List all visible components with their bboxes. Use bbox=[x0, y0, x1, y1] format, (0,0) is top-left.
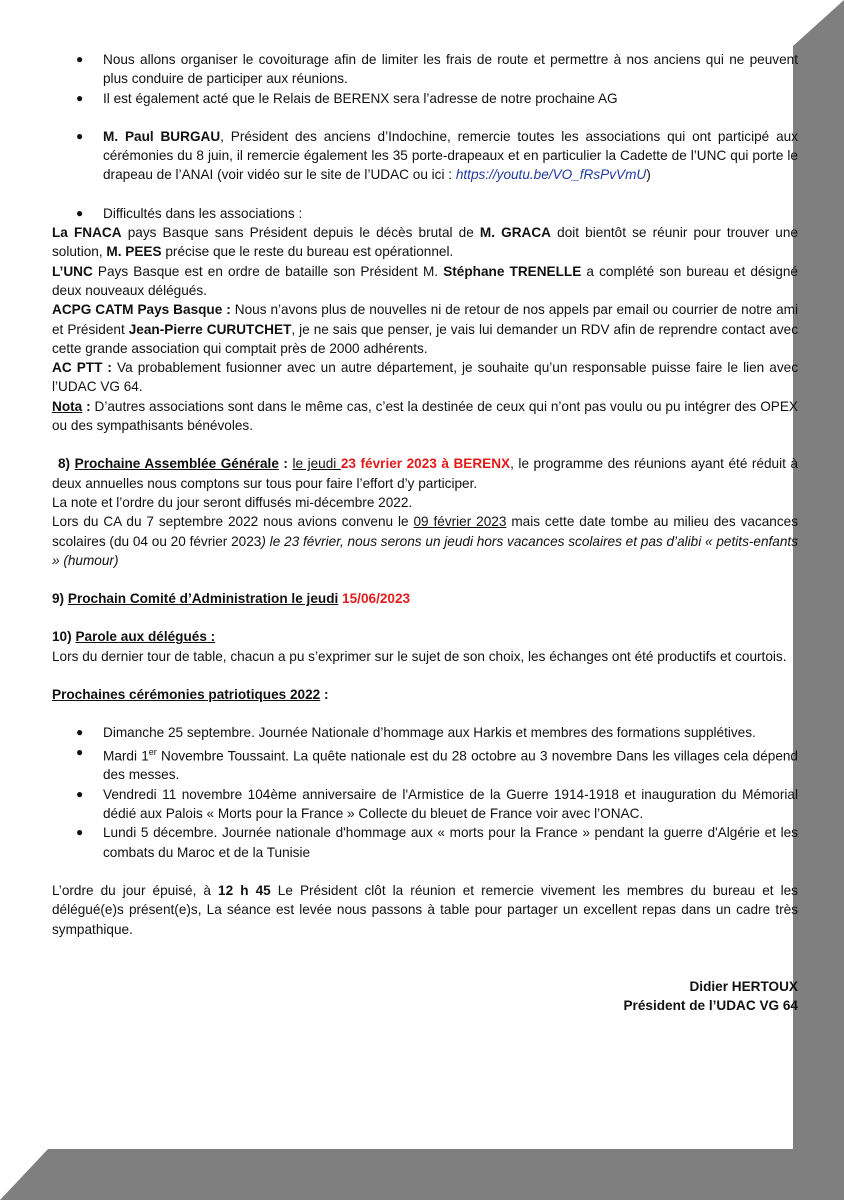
list-item: ● Dimanche 25 septembre. Journée Nationale d’hommage aux Harkis et membres des formations supplétives. bbox=[52, 723, 798, 742]
list-item bbox=[52, 50, 798, 89]
ceremonies-heading: Prochaines cérémonies patriotiques 2022 : bbox=[52, 687, 329, 703]
section-8-note: La note et l’ordre du jour seront diffusés mi-décembre 2022. bbox=[52, 494, 413, 510]
difficulties-title: Difficultés dans les associations : bbox=[103, 205, 303, 221]
section-10-text: Lors du dernier tour de table, chacun a pu s’exprimer sur le sujet de son choix, les échanges ont été productifs et courtois. bbox=[52, 648, 787, 664]
bullet-icon: ● bbox=[76, 90, 84, 105]
bullet-icon: ● bbox=[76, 205, 84, 220]
list-item: ● Lundi 5 décembre. Journée nationale d'hommage aux « morts pour la France » pendant la guerre d'Algérie et les combats du Maroc et de la Tunisie bbox=[52, 823, 798, 862]
section-9-title: Prochain Comité d’Administration le jeudi bbox=[67, 591, 339, 607]
list-item-text: Il est également acté que le Relais de BERENX sera l’adresse de notre prochaine AG bbox=[103, 90, 618, 106]
person-name: M. Paul BURGAU bbox=[103, 128, 221, 144]
bullet-icon: ● bbox=[76, 744, 84, 759]
signature-name: Didier HERTOUX bbox=[689, 978, 798, 994]
list-item: ● Vendredi 11 novembre 104ème anniversaire de l'Armistice de la Guerre 1914-1918 et inauguration du Mémorial dédié aux Palois « Morts pour la France » Collecte du bleuet de France voir avec l’ONAC. bbox=[52, 785, 798, 824]
list-item-burgau: ● M. Paul BURGAU, Président des anciens d’Indochine, remercie toutes les associations qui ont participé aux cérémonies du 8 juin, il remercie également les 35 porte-drapeaux et en particulier la Cadette de l’UNC qui porte le drapeau de l’ANAI (voir vidéo sur le site de l’UDAC ou ici : https://youtu.be/VO_fRsPvVmU) bbox=[52, 127, 798, 185]
section-8-detail: Lors du CA du 7 septembre 2022 nous avions convenu le 09 février 2023 mais cette date tombe au milieu des vacances scolaires (du 04 ou 20 février 2023) le 23 février, nous serons un jeudi hors vacances scolaires et pas d’alibi « petits-enfants » (humour) bbox=[52, 514, 798, 568]
section-9: 9) Prochain Comité d’Administration le jeudi 15/06/2023 bbox=[52, 591, 411, 607]
document-page bbox=[52, 50, 798, 1015]
list-item: ● Mardi 1er Novembre Toussaint. La quête nationale est du 28 octobre au 3 novembre Dans les villages cela dépend des messes. bbox=[52, 743, 798, 785]
paragraph-acpg: ACPG CATM Pays Basque : Nous n’avons plus de nouvelles ni de retour de nos appels par email ou courrier de notre ami et Président Jean-Pierre CURUTCHET, je ne sais que penser, je vais lui demander un RDV afin de reprendre contact avec cette grande association qui comptait près de 2000 adhérents. bbox=[52, 302, 798, 356]
list-item-text: Nous allons organiser le covoiturage afin de limiter les frais de route et permettre à nos anciens qui ne peuvent plus conduire de participer aux réunions. bbox=[103, 52, 798, 87]
bullet-icon: ● bbox=[76, 128, 84, 143]
page-shadow-bottom bbox=[0, 1149, 844, 1200]
section-10: 10) Parole aux délégués : bbox=[52, 629, 216, 645]
page-shadow-right bbox=[793, 0, 844, 1200]
paragraph-nota: Nota : D’autres associations sont dans le même cas, c’est la destinée de ceux qui n’ont pas voulu ou pu intégrer des OPEX ou des sympathisants bénévoles. bbox=[52, 398, 798, 434]
paragraph-acptt: AC PTT : Va probablement fusionner avec un autre département, je souhaite qu’un responsable puisse faire le lien avec l’UDAC VG 64. bbox=[52, 360, 799, 395]
section-8-title: Prochaine Assemblée Générale bbox=[74, 456, 279, 472]
signature-role: Président de l’UDAC VG 64 bbox=[623, 998, 798, 1014]
section-10-title: Parole aux délégués : bbox=[75, 629, 216, 645]
section-8: 8) Prochaine Assemblée Générale : le jeudi 23 février 2023 à BERENX, le programme des réunions ayant été réduit à deux annuelles nous comptons sur tous pour faire l’effort d’y participer. bbox=[52, 456, 799, 491]
video-link[interactable]: https://youtu.be/VO_fRsPvVmU bbox=[455, 167, 647, 183]
bullet-icon: ● bbox=[76, 725, 84, 740]
paragraph-fnaca: La FNACA pays Basque sans Président depuis le décès brutal de M. GRACA doit bientôt se réunir pour trouver une solution, M. PEES précise que le reste du bureau est opérationnel. bbox=[52, 225, 798, 260]
bullet-icon: ● bbox=[76, 52, 84, 66]
bullet-icon: ● bbox=[76, 786, 84, 801]
list-item bbox=[52, 204, 798, 223]
closing-paragraph: L’ordre du jour épuisé, à 12 h 45 Le Président clôt la réunion et remercie vivement les membres du bureau et les délégué(e)s présent(e)s, La séance est levée nous passons à table pour partager un excellent repas dans un cadre très sympathique. bbox=[52, 882, 798, 937]
bullet-icon: ● bbox=[76, 825, 84, 840]
list-item bbox=[52, 89, 798, 108]
paragraph-unc: L’UNC Pays Basque est en ordre de bataille son Président M. Stéphane TRENELLE a complété son bureau et désigné deux nouveaux délégués. bbox=[52, 263, 798, 298]
